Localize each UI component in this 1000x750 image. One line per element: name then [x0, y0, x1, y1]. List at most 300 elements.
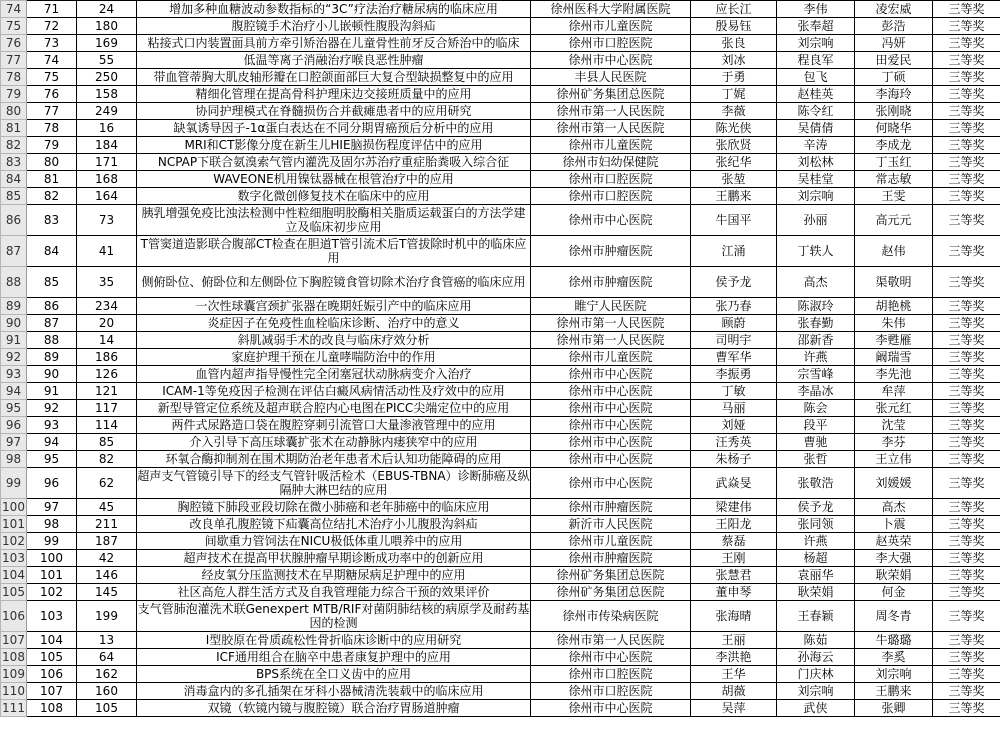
project-code-cell[interactable]: 146 — [77, 567, 137, 584]
table-row[interactable] — [1, 171, 1000, 188]
award-level-cell[interactable]: 三等奖 — [933, 103, 1000, 120]
serial-number-cell[interactable]: 108 — [27, 700, 77, 717]
project-title-cell[interactable]: 环氧合酶抑制剂在围术期防治老年患者术后认知功能障碍的应用 — [137, 451, 531, 468]
project-code-cell[interactable]: 249 — [77, 103, 137, 120]
serial-number-cell[interactable]: 91 — [27, 383, 77, 400]
row-number-header[interactable]: 83 — [1, 154, 27, 171]
second-author-cell[interactable]: 吴倩倩 — [777, 120, 855, 137]
table-row[interactable] — [1, 383, 1000, 400]
second-author-cell[interactable]: 邵新香 — [777, 332, 855, 349]
third-author-cell[interactable]: 李海玲 — [855, 86, 933, 103]
third-author-cell[interactable]: 张刚晓 — [855, 103, 933, 120]
hospital-cell[interactable]: 徐州市中心医院 — [531, 205, 691, 236]
row-number-header[interactable]: 75 — [1, 18, 27, 35]
project-title-cell[interactable]: 社区高危人群生活方式及自我管理能力综合干预的效果评价 — [137, 584, 531, 601]
serial-number-cell[interactable]: 79 — [27, 137, 77, 154]
second-author-cell[interactable]: 门庆林 — [777, 666, 855, 683]
hospital-cell[interactable]: 徐州市肿瘤医院 — [531, 499, 691, 516]
award-level-cell[interactable]: 三等奖 — [933, 86, 1000, 103]
second-author-cell[interactable]: 宗雪峰 — [777, 366, 855, 383]
row-number-header[interactable]: 100 — [2, 500, 25, 514]
hospital-cell[interactable]: 徐州市中心医院 — [531, 52, 691, 69]
award-level-cell[interactable]: 三等奖 — [933, 700, 1000, 717]
hospital-cell[interactable]: 徐州市中心医院 — [531, 451, 691, 468]
table-row[interactable] — [1, 332, 1000, 349]
row-number-header[interactable]: 82 — [1, 137, 27, 154]
table-row[interactable] — [1, 267, 1000, 298]
table-row[interactable] — [1, 700, 1000, 717]
project-title-cell[interactable]: 血管内超声指导慢性完全闭塞冠状动脉病变介入治疗 — [137, 366, 531, 383]
row-number-header[interactable]: 79 — [1, 86, 27, 103]
row-number-header[interactable]: 91 — [1, 332, 27, 349]
row-number-header[interactable]: 89 — [1, 298, 27, 315]
third-author-cell[interactable]: 彭浩 — [855, 18, 933, 35]
project-title-cell[interactable]: 增加多种血糖波动参数指标的“3C”疗法治疗糖尿病的临床应用 — [137, 1, 531, 18]
table-row[interactable] — [1, 298, 1000, 315]
project-code-cell[interactable]: 199 — [77, 601, 137, 632]
first-author-cell[interactable]: 王鹏来 — [691, 188, 777, 205]
award-level-cell[interactable]: 三等奖 — [933, 584, 1000, 601]
award-level-cell[interactable]: 三等奖 — [933, 417, 1000, 434]
table-row[interactable] — [1, 584, 1000, 601]
second-author-cell[interactable]: 丁轶人 — [777, 236, 855, 267]
second-author-cell[interactable]: 刘宗响 — [777, 35, 855, 52]
project-code-cell[interactable]: 13 — [77, 632, 137, 649]
row-number-header[interactable]: 101 — [2, 517, 25, 531]
hospital-cell[interactable]: 徐州市第一人民医院 — [531, 315, 691, 332]
hospital-cell[interactable]: 徐州矿务集团总医院 — [531, 86, 691, 103]
first-author-cell[interactable]: 刘娅 — [691, 417, 777, 434]
first-author-cell[interactable]: 蔡磊 — [691, 533, 777, 550]
serial-number-cell[interactable]: 83 — [27, 205, 77, 236]
second-author-cell[interactable]: 袁丽华 — [777, 567, 855, 584]
second-author-cell[interactable]: 陈淑玲 — [777, 298, 855, 315]
second-author-cell[interactable]: 李伟 — [777, 1, 855, 18]
first-author-cell[interactable]: 张欣贤 — [691, 137, 777, 154]
project-title-cell[interactable]: 炎症因子在免疫性血栓临床诊断、治疗中的意义 — [137, 315, 531, 332]
award-level-cell[interactable]: 三等奖 — [933, 69, 1000, 86]
project-title-cell[interactable]: 消毒盒内的多孔插架在牙科小器械清洗装载中的临床应用 — [137, 683, 531, 700]
row-number-header[interactable]: 95 — [1, 400, 27, 417]
award-level-cell[interactable]: 三等奖 — [933, 1, 1000, 18]
award-level-cell[interactable]: 三等奖 — [933, 550, 1000, 567]
row-number-header[interactable]: 93 — [1, 366, 27, 383]
second-author-cell[interactable]: 刘宗响 — [777, 683, 855, 700]
first-author-cell[interactable]: 董申琴 — [691, 584, 777, 601]
third-author-cell[interactable]: 赵伟 — [855, 236, 933, 267]
table-row[interactable] — [1, 1, 1000, 18]
first-author-cell[interactable]: 曹军华 — [691, 349, 777, 366]
project-code-cell[interactable]: 64 — [77, 649, 137, 666]
second-author-cell[interactable]: 许燕 — [777, 349, 855, 366]
project-title-cell[interactable]: 超声技术在提高甲状腺肿瘤早期诊断成功率中的创新应用 — [137, 550, 531, 567]
serial-number-cell[interactable]: 81 — [27, 171, 77, 188]
project-title-cell[interactable]: 粘接式口内装置面具前方牵引矫治器在儿童骨性前牙反合矫治中的临床 — [137, 35, 531, 52]
project-title-cell[interactable]: 精细化管理在提高骨科护理床边交接班质量中的应用 — [137, 86, 531, 103]
first-author-cell[interactable]: 李薇 — [691, 103, 777, 120]
third-author-cell[interactable]: 王鹏来 — [855, 683, 933, 700]
project-code-cell[interactable]: 126 — [77, 366, 137, 383]
project-code-cell[interactable]: 45 — [77, 499, 137, 516]
serial-number-cell[interactable]: 88 — [27, 332, 77, 349]
serial-number-cell[interactable]: 107 — [27, 683, 77, 700]
project-code-cell[interactable]: 186 — [77, 349, 137, 366]
first-author-cell[interactable]: 张良 — [691, 35, 777, 52]
row-number-header[interactable]: 78 — [1, 69, 27, 86]
third-author-cell[interactable]: 渠敬明 — [855, 267, 933, 298]
serial-number-cell[interactable]: 98 — [27, 516, 77, 533]
table-row[interactable] — [1, 188, 1000, 205]
first-author-cell[interactable]: 于勇 — [691, 69, 777, 86]
serial-number-cell[interactable]: 101 — [27, 567, 77, 584]
row-number-header[interactable]: 108 — [2, 650, 25, 664]
row-number-header[interactable]: 92 — [1, 349, 27, 366]
project-code-cell[interactable]: 168 — [77, 171, 137, 188]
table-row[interactable] — [1, 18, 1000, 35]
table-row[interactable] — [1, 533, 1000, 550]
hospital-cell[interactable]: 徐州市口腔医院 — [531, 666, 691, 683]
row-number-header[interactable]: 104 — [2, 568, 25, 582]
row-number-header[interactable]: 90 — [1, 315, 27, 332]
project-code-cell[interactable]: 169 — [77, 35, 137, 52]
serial-number-cell[interactable]: 103 — [27, 601, 77, 632]
hospital-cell[interactable]: 徐州市第一人民医院 — [531, 103, 691, 120]
hospital-cell[interactable]: 徐州矿务集团总医院 — [531, 567, 691, 584]
project-code-cell[interactable]: 184 — [77, 137, 137, 154]
hospital-cell[interactable]: 新沂市人民医院 — [531, 516, 691, 533]
third-author-cell[interactable]: 卜震 — [855, 516, 933, 533]
award-level-cell[interactable]: 三等奖 — [933, 315, 1000, 332]
second-author-cell[interactable]: 孙海云 — [777, 649, 855, 666]
serial-number-cell[interactable]: 73 — [27, 35, 77, 52]
project-code-cell[interactable]: 171 — [77, 154, 137, 171]
third-author-cell[interactable]: 丁硕 — [855, 69, 933, 86]
table-row[interactable] — [1, 69, 1000, 86]
project-title-cell[interactable]: 间歇重力管饲法在NICU极低体重儿喂养中的应用 — [137, 533, 531, 550]
second-author-cell[interactable]: 包飞 — [777, 69, 855, 86]
serial-number-cell[interactable]: 75 — [27, 69, 77, 86]
table-row[interactable] — [1, 154, 1000, 171]
project-code-cell[interactable]: 250 — [77, 69, 137, 86]
serial-number-cell[interactable]: 100 — [27, 550, 77, 567]
third-author-cell[interactable]: 凌宏威 — [855, 1, 933, 18]
project-title-cell[interactable]: 低温等离子消融治疗喉良恶性肿瘤 — [137, 52, 531, 69]
second-author-cell[interactable]: 武侠 — [777, 700, 855, 717]
award-level-cell[interactable]: 三等奖 — [933, 632, 1000, 649]
project-code-cell[interactable]: 117 — [77, 400, 137, 417]
project-code-cell[interactable]: 55 — [77, 52, 137, 69]
serial-number-cell[interactable]: 97 — [27, 499, 77, 516]
table-row[interactable] — [1, 683, 1000, 700]
serial-number-cell[interactable]: 94 — [27, 434, 77, 451]
third-author-cell[interactable]: 高杰 — [855, 499, 933, 516]
table-row[interactable] — [1, 451, 1000, 468]
project-code-cell[interactable]: 121 — [77, 383, 137, 400]
project-title-cell[interactable]: 协同护理模式在脊髓损伤合并截瘫患者中的应用研究 — [137, 103, 531, 120]
project-code-cell[interactable]: 42 — [77, 550, 137, 567]
table-row[interactable] — [1, 52, 1000, 69]
row-number-header[interactable]: 85 — [1, 188, 27, 205]
project-code-cell[interactable]: 162 — [77, 666, 137, 683]
table-row[interactable] — [1, 103, 1000, 120]
project-title-cell[interactable]: 数字化微创修复技术在临床中的应用 — [137, 188, 531, 205]
second-author-cell[interactable]: 程良军 — [777, 52, 855, 69]
hospital-cell[interactable]: 徐州市第一人民医院 — [531, 632, 691, 649]
third-author-cell[interactable]: 耿荣娟 — [855, 567, 933, 584]
table-row[interactable] — [1, 601, 1000, 632]
hospital-cell[interactable]: 徐州市口腔医院 — [531, 35, 691, 52]
table-row[interactable] — [1, 417, 1000, 434]
award-level-cell[interactable]: 三等奖 — [933, 52, 1000, 69]
project-code-cell[interactable]: 24 — [77, 1, 137, 18]
second-author-cell[interactable]: 杨超 — [777, 550, 855, 567]
second-author-cell[interactable]: 段平 — [777, 417, 855, 434]
row-number-header[interactable]: 106 — [1, 601, 27, 632]
table-row[interactable] — [1, 666, 1000, 683]
project-code-cell[interactable]: 82 — [77, 451, 137, 468]
second-author-cell[interactable]: 张奉超 — [777, 18, 855, 35]
hospital-cell[interactable]: 徐州市儿童医院 — [531, 18, 691, 35]
project-title-cell[interactable]: 胰乳增强免疫比浊法检测中性粒细胞明胶酶相关脂质运载蛋白的方法学建立及临床初步应用 — [137, 205, 531, 236]
table-row[interactable] — [1, 400, 1000, 417]
award-level-cell[interactable]: 三等奖 — [933, 601, 1000, 632]
serial-number-cell[interactable]: 71 — [27, 1, 77, 18]
hospital-cell[interactable]: 徐州市儿童医院 — [531, 533, 691, 550]
project-code-cell[interactable]: 234 — [77, 298, 137, 315]
third-author-cell[interactable]: 李奚 — [855, 649, 933, 666]
third-author-cell[interactable]: 王雯 — [855, 188, 933, 205]
table-row[interactable] — [1, 349, 1000, 366]
award-level-cell[interactable]: 三等奖 — [933, 35, 1000, 52]
third-author-cell[interactable]: 冯妍 — [855, 35, 933, 52]
first-author-cell[interactable]: 王丽 — [691, 632, 777, 649]
project-title-cell[interactable]: T管窦道造影联合腹部CT检查在胆道T管引流术后T管拔除时机中的临床应用 — [137, 236, 531, 267]
award-level-cell[interactable]: 三等奖 — [933, 154, 1000, 171]
first-author-cell[interactable]: 王阳龙 — [691, 516, 777, 533]
second-author-cell[interactable]: 张哲 — [777, 451, 855, 468]
serial-number-cell[interactable]: 74 — [27, 52, 77, 69]
serial-number-cell[interactable]: 93 — [27, 417, 77, 434]
serial-number-cell[interactable]: 72 — [27, 18, 77, 35]
table-row[interactable] — [1, 516, 1000, 533]
first-author-cell[interactable]: 胡薇 — [691, 683, 777, 700]
project-code-cell[interactable]: 73 — [77, 205, 137, 236]
first-author-cell[interactable]: 王华 — [691, 666, 777, 683]
second-author-cell[interactable]: 陈令红 — [777, 103, 855, 120]
row-number-header[interactable]: 109 — [2, 667, 25, 681]
first-author-cell[interactable]: 丁娓 — [691, 86, 777, 103]
hospital-cell[interactable]: 徐州市妇幼保健院 — [531, 154, 691, 171]
first-author-cell[interactable]: 丁敏 — [691, 383, 777, 400]
award-level-cell[interactable]: 三等奖 — [933, 171, 1000, 188]
table-row[interactable] — [1, 205, 1000, 236]
award-level-cell[interactable]: 三等奖 — [933, 120, 1000, 137]
row-number-header[interactable]: 107 — [2, 633, 25, 647]
third-author-cell[interactable]: 王立伟 — [855, 451, 933, 468]
project-code-cell[interactable]: 20 — [77, 315, 137, 332]
serial-number-cell[interactable]: 80 — [27, 154, 77, 171]
row-number-header[interactable]: 105 — [2, 585, 25, 599]
award-level-cell[interactable]: 三等奖 — [933, 137, 1000, 154]
project-title-cell[interactable]: 新型导管定位系统及超声联合腔内心电图在PICC尖端定位中的应用 — [137, 400, 531, 417]
table-row[interactable] — [1, 137, 1000, 154]
third-author-cell[interactable]: 李芬 — [855, 434, 933, 451]
second-author-cell[interactable]: 陈会 — [777, 400, 855, 417]
third-author-cell[interactable]: 丁玉红 — [855, 154, 933, 171]
second-author-cell[interactable]: 张春勤 — [777, 315, 855, 332]
row-number-header[interactable]: 77 — [1, 52, 27, 69]
project-code-cell[interactable]: 62 — [77, 468, 137, 499]
first-author-cell[interactable]: 司明宇 — [691, 332, 777, 349]
project-title-cell[interactable]: 腹腔镜手术治疗小儿嵌顿性腹股沟斜疝 — [137, 18, 531, 35]
project-title-cell[interactable]: 改良单孔腹腔镜下疝囊高位结扎术治疗小儿腹股沟斜疝 — [137, 516, 531, 533]
hospital-cell[interactable]: 徐州市中心医院 — [531, 400, 691, 417]
first-author-cell[interactable]: 江涌 — [691, 236, 777, 267]
hospital-cell[interactable]: 徐州市中心医院 — [531, 383, 691, 400]
award-level-cell[interactable]: 三等奖 — [933, 267, 1000, 298]
first-author-cell[interactable]: 应长江 — [691, 1, 777, 18]
project-title-cell[interactable]: 家庭护理干预在儿童哮喘防治中的作用 — [137, 349, 531, 366]
project-code-cell[interactable]: 145 — [77, 584, 137, 601]
third-author-cell[interactable]: 周冬青 — [855, 601, 933, 632]
hospital-cell[interactable]: 徐州市中心医院 — [531, 700, 691, 717]
award-level-cell[interactable]: 三等奖 — [933, 683, 1000, 700]
serial-number-cell[interactable]: 92 — [27, 400, 77, 417]
first-author-cell[interactable]: 张纪华 — [691, 154, 777, 171]
first-author-cell[interactable]: 王刚 — [691, 550, 777, 567]
project-title-cell[interactable]: 胸腔镜下肺段亚段切除在微小肺癌和老年肺癌中的临床应用 — [137, 499, 531, 516]
project-title-cell[interactable]: 带血管蒂胸大肌皮轴形瓣在口腔颌面部巨大复合型缺损整复中的应用 — [137, 69, 531, 86]
project-title-cell[interactable]: 斜肌减弱手术的改良与临床疗效分析 — [137, 332, 531, 349]
hospital-cell[interactable]: 徐州市传染病医院 — [531, 601, 691, 632]
table-row[interactable] — [1, 35, 1000, 52]
project-code-cell[interactable]: 187 — [77, 533, 137, 550]
first-author-cell[interactable]: 张乃春 — [691, 298, 777, 315]
project-code-cell[interactable]: 14 — [77, 332, 137, 349]
third-author-cell[interactable]: 高元元 — [855, 205, 933, 236]
hospital-cell[interactable]: 徐州矿务集团总医院 — [531, 584, 691, 601]
table-row[interactable] — [1, 434, 1000, 451]
third-author-cell[interactable]: 张元红 — [855, 400, 933, 417]
table-row[interactable] — [1, 567, 1000, 584]
first-author-cell[interactable]: 陈光侠 — [691, 120, 777, 137]
award-level-cell[interactable]: 三等奖 — [933, 298, 1000, 315]
second-author-cell[interactable]: 刘宗响 — [777, 188, 855, 205]
serial-number-cell[interactable]: 99 — [27, 533, 77, 550]
first-author-cell[interactable]: 张慧君 — [691, 567, 777, 584]
project-title-cell[interactable]: ICAM-1等免疫因子检测在评估白癜风病情活动性及疗效中的应用 — [137, 383, 531, 400]
project-title-cell[interactable]: 支气管肺泡灌洗术联Genexpert MTB/RIF对菌阴肺结核的病原学及耐药基因的检测 — [137, 602, 530, 630]
project-code-cell[interactable]: 211 — [77, 516, 137, 533]
second-author-cell[interactable]: 刘松林 — [777, 154, 855, 171]
third-author-cell[interactable]: 阚瑞雪 — [855, 349, 933, 366]
hospital-cell[interactable]: 徐州市口腔医院 — [531, 683, 691, 700]
serial-number-cell[interactable]: 87 — [27, 315, 77, 332]
award-level-cell[interactable]: 三等奖 — [933, 533, 1000, 550]
project-title-cell[interactable]: I型胶原在骨质疏松性骨折临床诊断中的应用研究 — [137, 632, 531, 649]
project-code-cell[interactable]: 114 — [77, 417, 137, 434]
first-author-cell[interactable]: 吴萍 — [691, 700, 777, 717]
project-title-cell[interactable]: WAVEONE机用镍钛器械在根管治疗中的应用 — [137, 171, 531, 188]
table-row[interactable] — [1, 468, 1000, 499]
award-level-cell[interactable]: 三等奖 — [933, 205, 1000, 236]
third-author-cell[interactable]: 李大强 — [855, 550, 933, 567]
second-author-cell[interactable]: 耿荣娟 — [777, 584, 855, 601]
table-row[interactable] — [1, 315, 1000, 332]
hospital-cell[interactable]: 徐州医科大学附属医院 — [531, 1, 691, 18]
serial-number-cell[interactable]: 84 — [27, 236, 77, 267]
award-level-cell[interactable]: 三等奖 — [933, 649, 1000, 666]
first-author-cell[interactable]: 梁建伟 — [691, 499, 777, 516]
award-level-cell[interactable]: 三等奖 — [933, 366, 1000, 383]
row-number-header[interactable]: 96 — [1, 417, 27, 434]
first-author-cell[interactable]: 刘冰 — [691, 52, 777, 69]
award-level-cell[interactable]: 三等奖 — [933, 18, 1000, 35]
hospital-cell[interactable]: 徐州市肿瘤医院 — [531, 550, 691, 567]
third-author-cell[interactable]: 朱伟 — [855, 315, 933, 332]
third-author-cell[interactable]: 常志敏 — [855, 171, 933, 188]
project-code-cell[interactable]: 105 — [77, 700, 137, 717]
serial-number-cell[interactable]: 90 — [27, 366, 77, 383]
third-author-cell[interactable]: 田爱民 — [855, 52, 933, 69]
serial-number-cell[interactable]: 86 — [27, 298, 77, 315]
table-row[interactable] — [1, 236, 1000, 267]
row-number-header[interactable]: 76 — [1, 35, 27, 52]
first-author-cell[interactable]: 汪秀英 — [691, 434, 777, 451]
third-author-cell[interactable]: 赵英荣 — [855, 533, 933, 550]
serial-number-cell[interactable]: 102 — [27, 584, 77, 601]
hospital-cell[interactable]: 徐州市口腔医院 — [531, 171, 691, 188]
third-author-cell[interactable]: 何金 — [855, 584, 933, 601]
second-author-cell[interactable]: 李晶冰 — [777, 383, 855, 400]
serial-number-cell[interactable]: 76 — [27, 86, 77, 103]
first-author-cell[interactable]: 武焱旻 — [691, 468, 777, 499]
first-author-cell[interactable]: 顾蔚 — [691, 315, 777, 332]
table-row[interactable] — [1, 632, 1000, 649]
third-author-cell[interactable]: 刘宗响 — [855, 666, 933, 683]
row-number-header[interactable]: 110 — [2, 684, 25, 698]
row-number-header[interactable]: 97 — [1, 434, 27, 451]
serial-number-cell[interactable]: 89 — [27, 349, 77, 366]
third-author-cell[interactable]: 牟萍 — [855, 383, 933, 400]
third-author-cell[interactable]: 李甦雁 — [855, 332, 933, 349]
third-author-cell[interactable]: 牛璐璐 — [855, 632, 933, 649]
project-code-cell[interactable]: 164 — [77, 188, 137, 205]
row-number-header[interactable]: 103 — [2, 551, 25, 565]
award-level-cell[interactable]: 三等奖 — [933, 468, 1000, 499]
second-author-cell[interactable]: 赵桂英 — [777, 86, 855, 103]
project-title-cell[interactable]: BPS系统在全口义齿中的应用 — [137, 666, 531, 683]
serial-number-cell[interactable]: 77 — [27, 103, 77, 120]
project-code-cell[interactable]: 160 — [77, 683, 137, 700]
second-author-cell[interactable]: 王春颖 — [777, 601, 855, 632]
project-code-cell[interactable]: 85 — [77, 434, 137, 451]
row-number-header[interactable]: 80 — [1, 103, 27, 120]
award-level-cell[interactable]: 三等奖 — [933, 400, 1000, 417]
third-author-cell[interactable]: 沈莹 — [855, 417, 933, 434]
project-title-cell[interactable]: 缺氧诱导因子-1α蛋白表达在不同分期胃癌预后分析中的应用 — [137, 120, 531, 137]
third-author-cell[interactable]: 胡艳桃 — [855, 298, 933, 315]
hospital-cell[interactable]: 徐州市中心医院 — [531, 417, 691, 434]
first-author-cell[interactable]: 张堃 — [691, 171, 777, 188]
serial-number-cell[interactable]: 105 — [27, 649, 77, 666]
hospital-cell[interactable]: 徐州市儿童医院 — [531, 349, 691, 366]
award-level-cell[interactable]: 三等奖 — [933, 236, 1000, 267]
project-title-cell[interactable]: 两件式尿路造口袋在腹腔穿刺引流管口大量渗液管理中的应用 — [137, 417, 531, 434]
project-code-cell[interactable]: 180 — [77, 18, 137, 35]
project-code-cell[interactable]: 35 — [77, 267, 137, 298]
project-title-cell[interactable]: NCPAP下联合氨溴索气管内灌洗及固尔苏治疗重症胎粪吸入综合征 — [137, 154, 531, 171]
